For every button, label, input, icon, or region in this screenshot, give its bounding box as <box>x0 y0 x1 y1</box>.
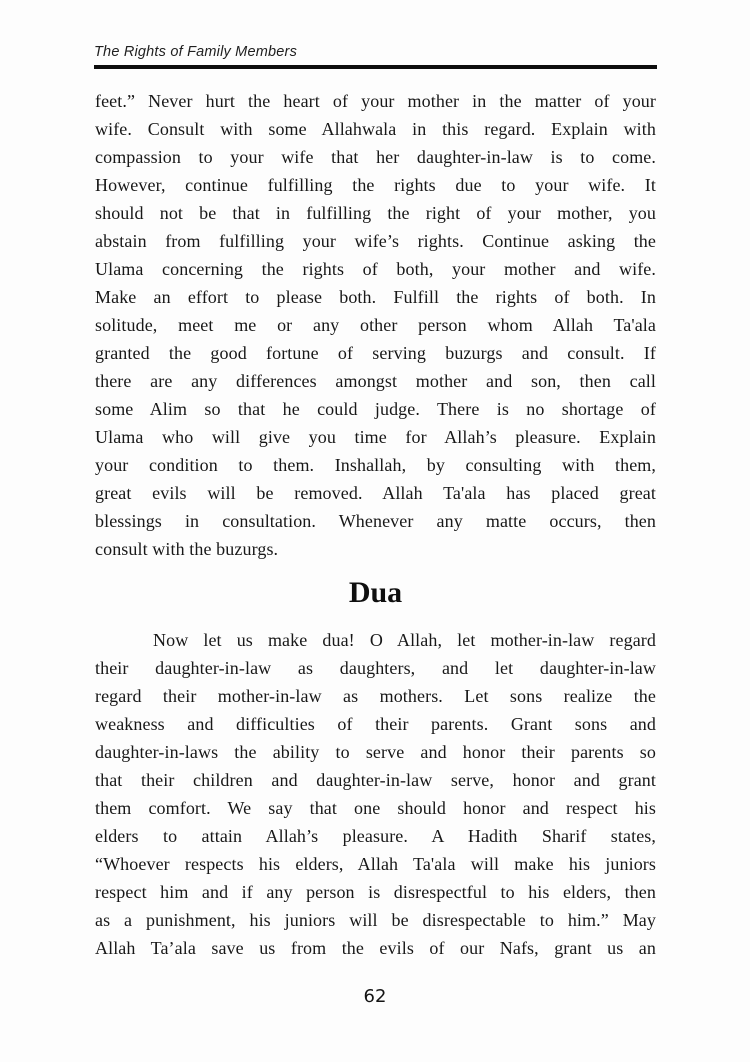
text-line: abstain from fulfilling your wife’s rights. Continue asking the <box>95 231 656 251</box>
text-line: Ulama who will give you time for Allah’s pleasure. Explain <box>95 427 656 447</box>
text-line: wife. Consult with some Allahwala in this regard. Explain with <box>95 119 656 139</box>
section-heading-dua: Dua <box>348 576 403 609</box>
text-line: However, continue fulfilling the rights due to your wife. It <box>95 175 656 195</box>
body-paragraph-2 <box>95 626 656 962</box>
header-rule-divider <box>94 65 657 69</box>
text-line: solitude, meet me or any other person whom Allah Ta'ala <box>95 315 656 335</box>
text-line: feet.” Never hurt the heart of your mother in the matter of your <box>95 91 656 111</box>
text-line: respect him and if any person is disrespectful to his elders, then <box>95 882 656 902</box>
text-line: some Alim so that he could judge. There is no shortage of <box>95 399 656 419</box>
text-line: daughter-in-laws the ability to serve and honor their parents so <box>95 742 656 762</box>
text-line: Allah Ta’ala save us from the evils of our Nafs, grant us an <box>95 938 656 958</box>
text-line: great evils will be removed. Allah Ta'ala has placed great <box>95 483 656 503</box>
text-line: weakness and difficulties of their parents. Grant sons and <box>95 714 656 734</box>
text-line: Ulama concerning the rights of both, your mother and wife. <box>95 259 656 279</box>
text-line: there are any differences amongst mother and son, then call <box>95 371 656 391</box>
text-line: Now let us make dua! O Allah, let mother-in-law regard <box>153 630 656 650</box>
text-line: their daughter-in-law as daughters, and let daughter-in-law <box>95 658 656 678</box>
text-line: should not be that in fulfilling the right of your mother, you <box>95 203 656 223</box>
text-line: “Whoever respects his elders, Allah Ta'ala will make his juniors <box>95 854 656 874</box>
text-line: elders to attain Allah’s pleasure. A Hadith Sharif states, <box>95 826 656 846</box>
text-line: as a punishment, his juniors will be disrespectable to him.” May <box>95 910 656 930</box>
text-line: consult with the buzurgs. <box>95 539 279 559</box>
body-paragraph-1 <box>95 87 656 563</box>
text-line: them comfort. We say that one should honor and respect his <box>95 798 656 818</box>
page-header <box>94 44 657 69</box>
text-line: granted the good fortune of serving buzurgs and consult. If <box>95 343 656 363</box>
text-line: compassion to your wife that her daughter-in-law is to come. <box>95 147 656 167</box>
text-line: blessings in consultation. Whenever any matte occurs, then <box>95 511 656 531</box>
running-header-title: The Rights of Family Members <box>94 44 298 60</box>
page-number: 62 <box>363 986 387 1007</box>
text-line: that their children and daughter-in-law serve, honor and grant <box>95 770 656 790</box>
page-content <box>95 87 656 962</box>
text-line: Make an effort to please both. Fulfill the rights of both. In <box>95 287 656 307</box>
text-line: your condition to them. Inshallah, by consulting with them, <box>95 455 656 475</box>
text-line: regard their mother-in-law as mothers. Let sons realize the <box>95 686 656 706</box>
